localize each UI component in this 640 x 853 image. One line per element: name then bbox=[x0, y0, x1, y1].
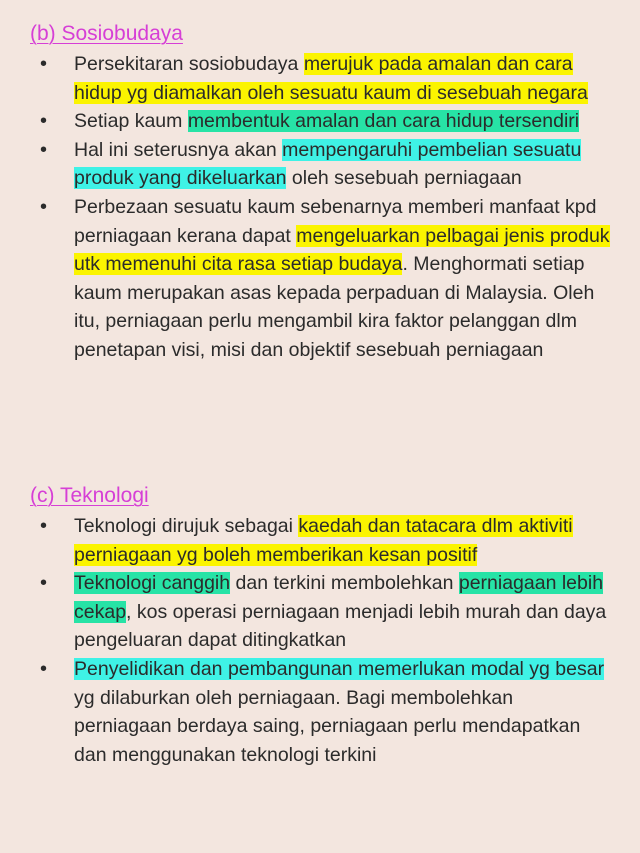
item-text: . Menghormati setiap kaum merupakan asas kepada perpaduan di Malaysia. Oleh itu, perniagaan perlu mengambil kira faktor pelanggan dlm penetapan visi, misi dan objektif sesebuah perniagaan bbox=[74, 253, 595, 361]
highlight-green: Teknologi canggih bbox=[74, 572, 231, 595]
bullet-icon: • bbox=[40, 138, 48, 161]
bullet-icon: • bbox=[40, 195, 48, 218]
bullet-icon: • bbox=[40, 515, 48, 537]
item-text: Perbezaan sesuatu kaum sebenarnya memberi manfaat kpd perniagaan kerana dapat bbox=[74, 195, 597, 247]
list-item bbox=[0, 655, 640, 769]
item-text: Persekitaran sosiobudaya bbox=[74, 53, 304, 75]
section-c-heading: (c) Teknologi bbox=[30, 484, 149, 507]
bullet-icon: • bbox=[40, 110, 48, 133]
section-b-heading: (b) Sosiobudaya bbox=[30, 22, 183, 45]
highlight-yellow: merujuk pada amalan dan cara hidup yg diamalkan oleh sesuatu kaum di sesebuah negara bbox=[74, 53, 588, 104]
list-item bbox=[0, 512, 640, 569]
item-text: Hal ini seterusnya akan bbox=[74, 138, 283, 161]
highlight-yellow: kaedah dan tatacara dlm aktiviti perniagaan yg boleh memberikan kesan positif bbox=[74, 515, 573, 566]
list-item bbox=[0, 107, 640, 136]
item-text: oleh sesebuah perniagaan bbox=[286, 167, 522, 190]
item-text: Setiap kaum bbox=[74, 110, 188, 133]
highlight-cyan: mempengaruhi pembelian sesuatu produk yang dikeluarkan bbox=[74, 138, 582, 190]
section-c-list bbox=[0, 512, 640, 769]
highlight-green: membentuk amalan dan cara hidup tersendiri bbox=[187, 110, 580, 133]
highlight-cyan: Penyelidikan dan pembangunan memerlukan modal yg besar bbox=[74, 657, 605, 680]
bullet-icon: • bbox=[40, 657, 48, 680]
item-text: dan terkini membolehkan bbox=[230, 572, 459, 595]
bullet-icon: • bbox=[40, 572, 48, 595]
bullet-icon: • bbox=[40, 53, 48, 75]
list-item bbox=[0, 50, 640, 107]
section-b-list bbox=[0, 50, 640, 365]
item-text: , kos operasi perniagaan menjadi lebih murah dan daya pengeluaran dapat ditingkatkan bbox=[74, 600, 607, 652]
item-text: Teknologi dirujuk sebagai bbox=[74, 515, 299, 537]
item-text: yg dilaburkan oleh perniagaan. Bagi membolehkan perniagaan berdaya saing, perniagaan perlu mendapatkan dan menggunakan teknologi terkini bbox=[74, 686, 581, 766]
list-item bbox=[0, 136, 640, 193]
highlight-green: perniagaan lebih cekap bbox=[74, 572, 604, 623]
list-item bbox=[0, 569, 640, 655]
list-item bbox=[0, 193, 640, 365]
highlight-yellow: mengeluarkan pelbagai jenis produk utk memenuhi cita rasa setiap budaya bbox=[74, 224, 610, 276]
